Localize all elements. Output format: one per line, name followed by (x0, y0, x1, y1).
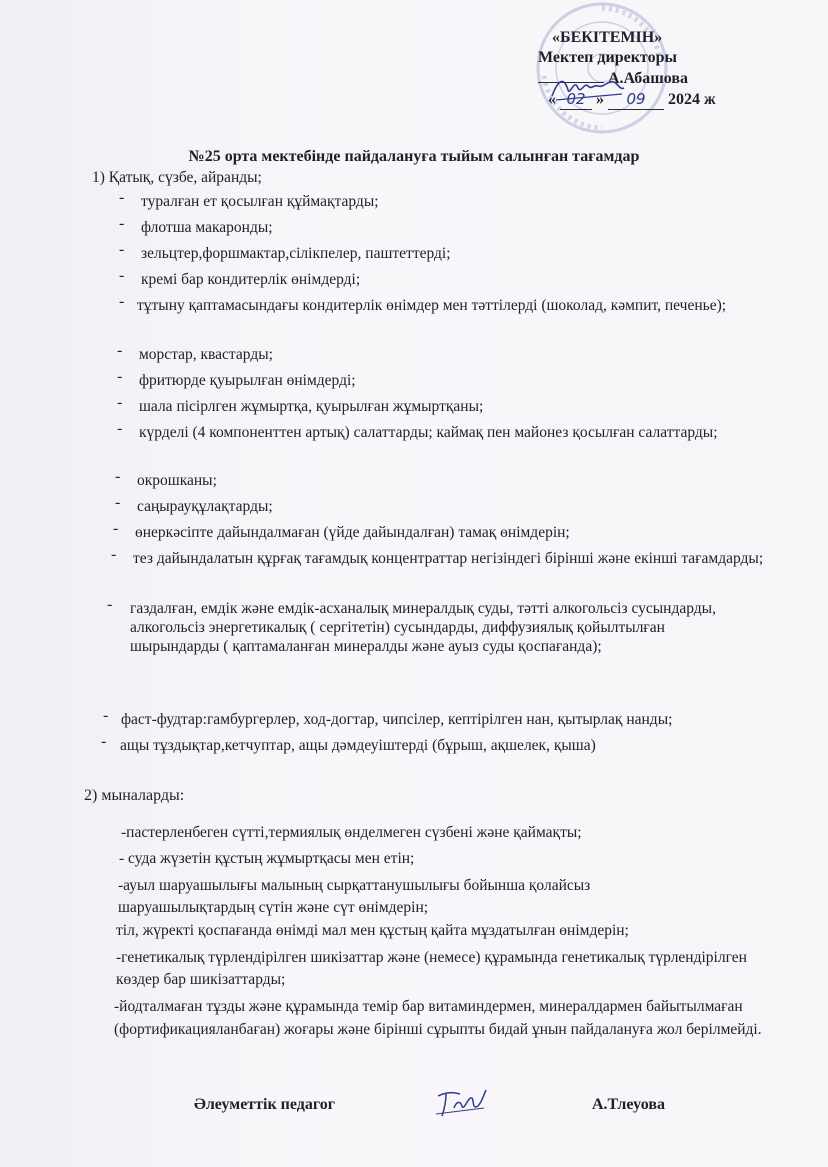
bullet-dash: - (119, 189, 125, 206)
director-name: А.Абашова (608, 70, 689, 87)
bullet-dash: - (119, 267, 125, 284)
list-item: өнеркәсіпте дайындалмаған (үйде дайындалған) тамақ өнімдерін; (135, 524, 570, 541)
bullet-dash: - (103, 707, 109, 724)
list-item: тіл, жүректі қоспағанда өнімді мал мен құстың қайта мұздатылған өнімдерін; (116, 922, 629, 939)
date-day: 02 (560, 89, 592, 110)
list-item: шала пісірлген жұмыртқа, қуырылған жұмыртқаны; (139, 398, 484, 415)
list-item: тұтыну қаптамасындағы кондитерлік өнімдер мен тәттілерді (шоколад, кәмпит, печенье); (137, 297, 727, 314)
list-item: -йодталмаған тұзды және құрамында темір бар витаминдермен, минералдармен байытылмаған (фортификацияланбаған) жоғары және бірінші сұрыпты бидай ұнын пайдалануға жол берілмейді. (114, 998, 762, 1038)
bullet-dash: - (101, 733, 107, 750)
list-item: -пастерленбеген сүтті,термиялық өнделмеген сүзбені және қаймақты; (121, 824, 582, 841)
approval-heading: «БЕКІТЕМІН» (552, 29, 663, 46)
list-item: күрделі (4 компоненттен артық) салаттарды; каймақ пен майонез қосылған салаттарды; (139, 424, 718, 441)
pedagogue-signature-icon (432, 1086, 488, 1120)
footer-name: А.Тлеуова (592, 1096, 665, 1113)
bullet-dash: - (111, 546, 117, 563)
bullet-dash: - (115, 494, 121, 511)
bullet-dash: - (117, 394, 123, 411)
list-item: флотша макаронды; (141, 219, 273, 236)
bullet-dash: - (117, 342, 123, 359)
date-quote-close: » (596, 91, 604, 108)
list-item: саңырауқұлақтарды; (137, 498, 273, 515)
footer-role: Әлеуметтік педагог (194, 1096, 336, 1113)
list-item: зельцтер,форшмактар,сілікпелер, паштеттерді; (141, 245, 451, 262)
section1-heading: 1) Қатық, сүзбе, айранды; (92, 169, 262, 186)
list-item: туралған ет қосылған құймақтарды; (141, 193, 379, 210)
bullet-dash: - (119, 241, 125, 258)
bullet-dash: - (119, 215, 125, 232)
list-item: фаст-фудтар:гамбургерлер, ход-догтар, чипсілер, кептірілген нан, қытырлақ нанды; (121, 711, 673, 728)
list-item: -ауыл шаруашылығы малының сырқаттанушылығы бойынша қолайсыз шаруашылықтардың сүтін және сүт өнімдерін; (118, 877, 591, 916)
date-year: 2024 ж (668, 91, 716, 108)
list-item: фритюрде қуырылған өнімдерді; (139, 372, 356, 389)
approval-position: Мектеп директоры (538, 49, 677, 66)
list-item: ащы тұздықтар,кетчуптар, ащы дәмдеуіштерді (бұрыш, ақшелек, қыша) (120, 737, 596, 754)
list-item: морстар, квастарды; (139, 346, 273, 363)
date-month: 09 (608, 89, 664, 110)
director-signature-icon (548, 70, 628, 104)
list-item: газдалған, емдік және емдік-асханалық минералдық суды, тәтті алкогольсіз сусындарды, алкогольсіз энергетикалық ( сергітетін) сусындарды, диффузиялық қойылтылған шырындарды ( қаптамаланған минералды және ауыз суды қоспағанда); (130, 600, 716, 655)
bullet-dash: - (119, 293, 125, 310)
bullet-dash: - (117, 368, 123, 385)
bullet-dash: - (117, 420, 123, 437)
document-title: №25 орта мектебінде пайдалануға тыйым салынған тағамдар (188, 148, 640, 165)
list-item: кремі бар кондитерлік өнімдерді; (141, 271, 361, 288)
list-item: окрошканы; (137, 472, 217, 489)
list-item: - суда жүзетін құстың жұмыртқасы мен етін; (119, 850, 415, 867)
date-quote-open: « (548, 91, 556, 108)
list-item: тез дайындалатын құрғақ тағамдық концентраттар негізіндегі бірінші және екінші тағамдарды; (133, 550, 764, 567)
bullet-dash: - (107, 596, 113, 613)
bullet-dash: - (113, 520, 119, 537)
list-item: -генетикалық түрлендірілген шикізаттар және (немесе) құрамында генетикалық түрлендірілген көздер бар шикізаттарды; (116, 949, 747, 988)
bullet-dash: - (115, 468, 121, 485)
section2-heading: 2) мыналарды: (84, 787, 185, 804)
